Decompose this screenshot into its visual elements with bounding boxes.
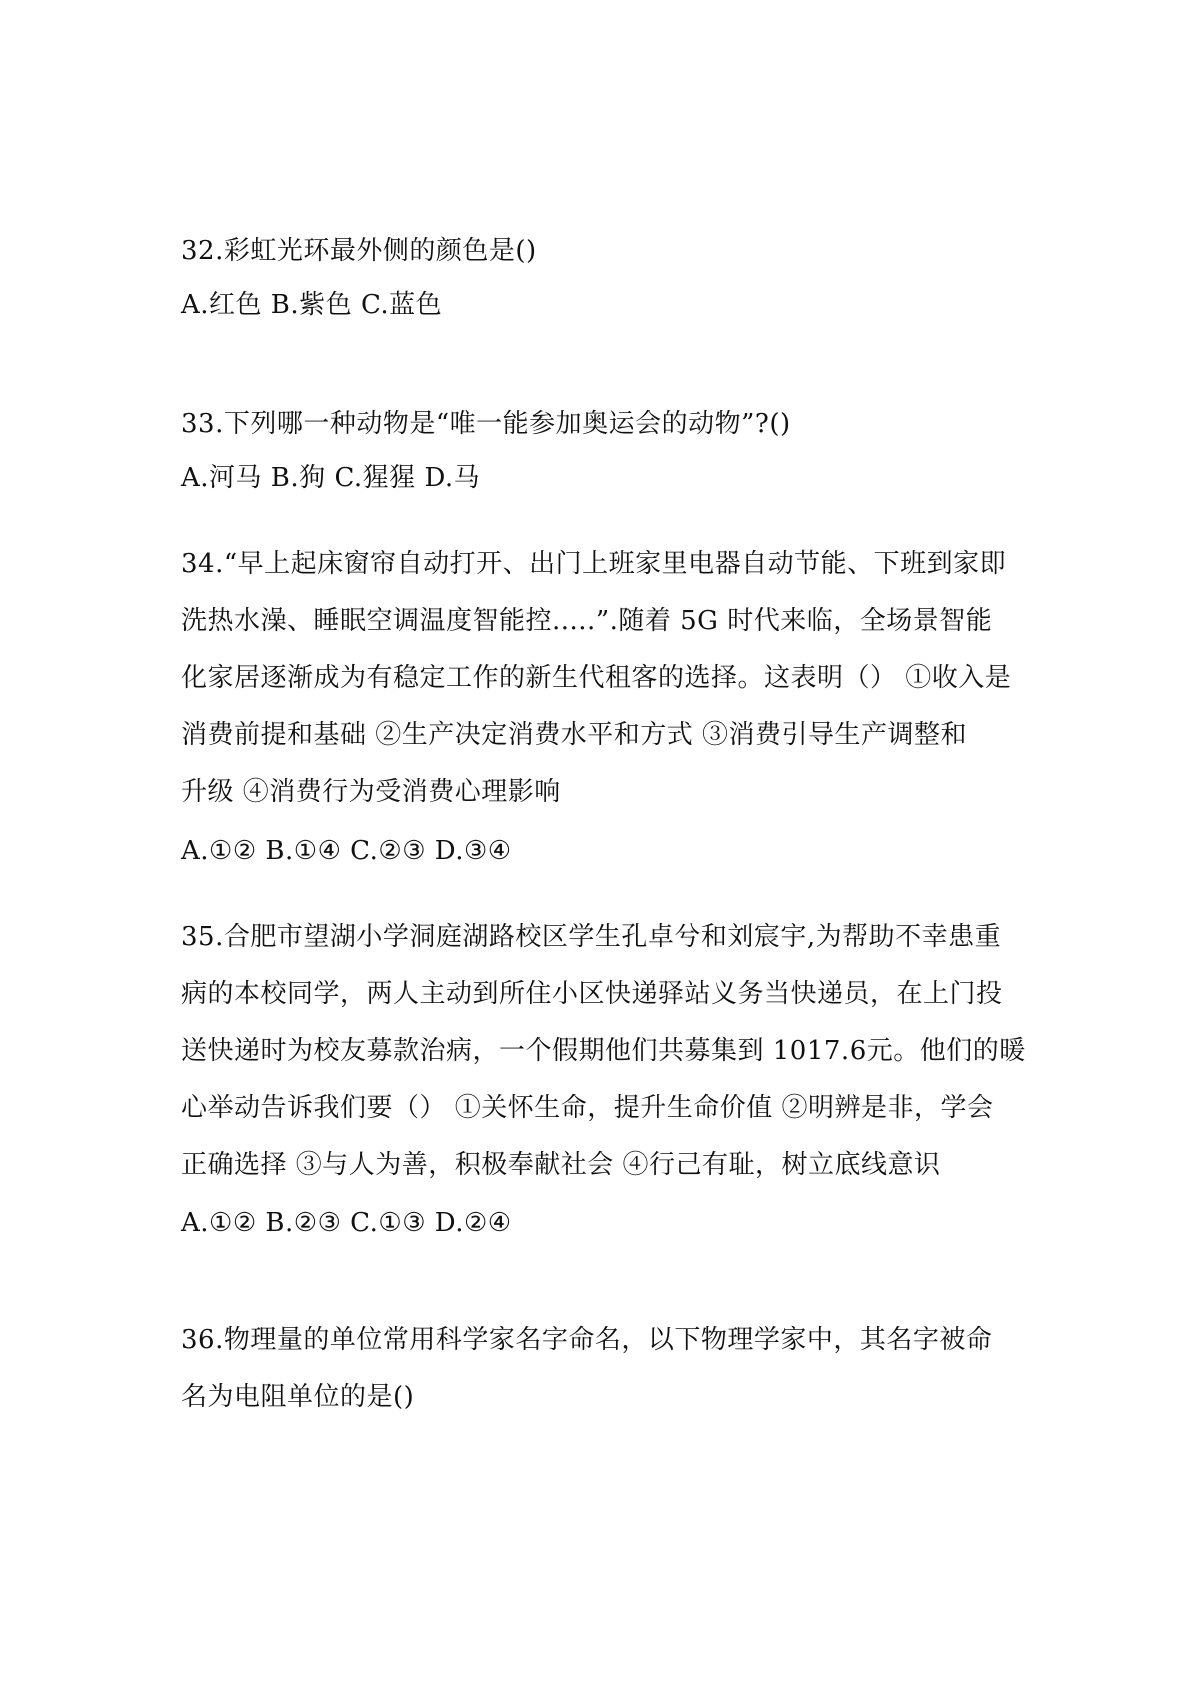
question-34-stem-line-2: 洗热水澡、睡眠空调温度智能控.....”.随着 5G 时代来临，全场景智能 <box>181 606 993 636</box>
question-36-stem-line-1: 36.物理量的单位常用科学家名字命名，以下物理学家中，其名字被命 <box>181 1325 993 1355</box>
question-35-stem-line-5: 正确选择 ③与人为善，积极奉献社会 ④行己有耻，树立底线意识 <box>181 1150 941 1180</box>
question-35-options: A.①② B.②③ C.①③ D.②④ <box>181 1208 512 1238</box>
question-33-options: A.河马 B.狗 C.猩猩 D.马 <box>181 463 481 493</box>
question-34-stem-line-1: 34.“早上起床窗帘自动打开、出门上班家里电器自动节能、下班到家即 <box>181 549 1007 579</box>
question-32-options: A.红色 B.紫色 C.蓝色 <box>181 290 443 320</box>
question-34-stem-line-3: 化家居逐渐成为有稳定工作的新生代租客的选择。这表明（） ①收入是 <box>181 663 1012 693</box>
question-32-stem-line-1: 32.彩虹光环最外侧的颜色是() <box>181 236 537 266</box>
question-35-stem-line-3: 送快递时为校友募款治病，一个假期他们共募集到 1017.6元。他们的暖 <box>181 1036 1026 1066</box>
question-34-stem-line-5: 升级 ④消费行为受消费心理影响 <box>181 777 561 807</box>
question-34-stem-line-4: 消费前提和基础 ②生产决定消费水平和方式 ③消费引导生产调整和 <box>181 720 968 750</box>
question-34-options: A.①② B.①④ C.②③ D.③④ <box>181 836 512 866</box>
question-36-stem-line-2: 名为电阻单位的是() <box>181 1382 415 1412</box>
question-33-stem-line-1: 33.下列哪一种动物是“唯一能参加奥运会的动物”?() <box>181 409 791 439</box>
question-35-stem-line-4: 心举动告诉我们要（） ①关怀生命，提升生命价值 ②明辨是非，学会 <box>181 1093 994 1123</box>
question-35-stem-line-2: 病的本校同学，两人主动到所住小区快递驿站义务当快递员，在上门投 <box>181 979 1003 1009</box>
question-35-stem-line-1: 35.合肥市望湖小学洞庭湖路校区学生孔卓兮和刘宸宇,为帮助不幸患重 <box>181 922 1002 952</box>
